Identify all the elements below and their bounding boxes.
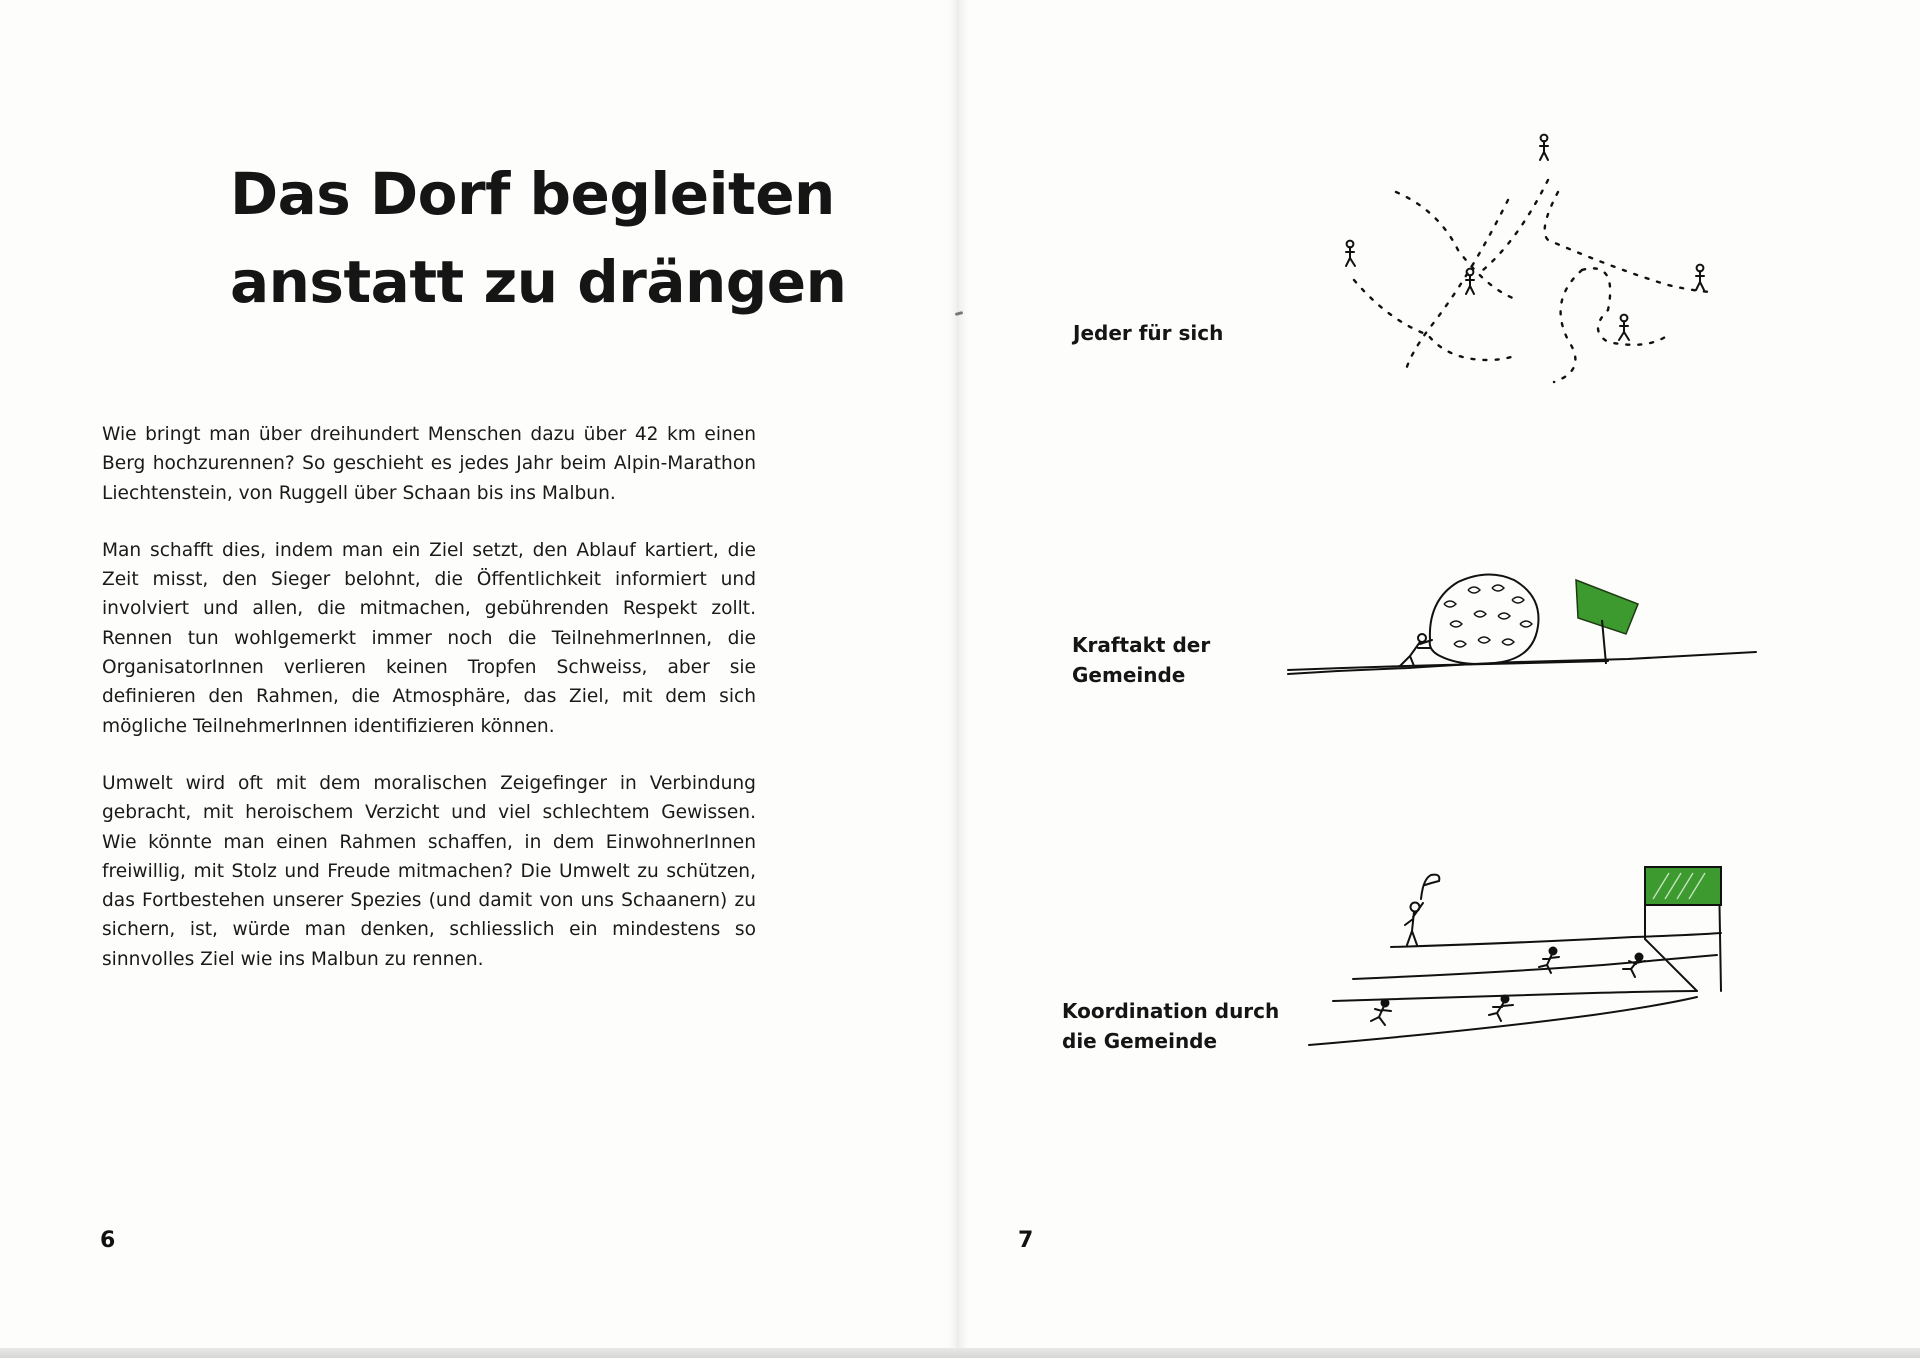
label-kraftakt-line-2: Gemeinde (1072, 663, 1186, 687)
paragraph-1: Wie bringt man über dreihundert Menschen dazu über 42 km einen Berg hochzurennen? So geschieht es jedes Jahr beim Alpin-Marathon Liechtenstein, von Ruggell über Schaan bis ins Malbun. (102, 424, 756, 504)
sketch-boulder-push (1288, 560, 1758, 690)
right-page (958, 0, 1920, 1358)
page-number-right: 7 (1018, 1228, 1034, 1253)
track-line-middle (1353, 955, 1717, 979)
label-koordination (1062, 996, 1279, 1056)
page-number-left: 6 (100, 1228, 116, 1253)
sketch-coordinated-race (1273, 855, 1743, 1055)
track-line-top (1391, 933, 1721, 947)
label-jeder-fuer-sich: Jeder für sich (1073, 321, 1224, 345)
label-kraftakt-line-1: Kraftakt der (1072, 633, 1211, 657)
runner-3 (1371, 1000, 1391, 1026)
left-page (0, 0, 958, 1358)
stick-figure-4 (1696, 265, 1704, 290)
pusher-figure (1400, 634, 1432, 666)
title-line-2: anstatt zu drängen (230, 248, 847, 316)
runner-4 (1489, 996, 1513, 1022)
spectator-figure (1405, 875, 1439, 945)
label-koordination-line-1: Koordination durch (1062, 999, 1280, 1023)
body-text (102, 420, 756, 1002)
paragraph-2: Man schafft dies, indem man ein Ziel setzt, den Ablauf kartiert, die Zeit misst, den Sieger belohnt, die Öffentlichkeit informiert und involviert und allen, die mitmachen, gebührenden Respekt zollt. Rennen tun wohlgemerkt immer noch die TeilnehmerInnen, die OrganisatorInnen verlieren keinen Tropfen Schweiss, aber sie definieren den Rahmen, die Atmosphäre, das Ziel, mit dem sich mögliche TeilnehmerInnen identifizieren können. (102, 539, 756, 737)
runner-2 (1623, 954, 1645, 978)
label-kraftakt (1072, 630, 1210, 690)
green-finish-banner (1645, 867, 1721, 905)
sketch-scattered-paths (1318, 120, 1738, 390)
label-koordination-line-2: die Gemeinde (1062, 1029, 1218, 1053)
stick-figure-1 (1540, 135, 1548, 160)
page-title (230, 150, 870, 326)
stick-figure-3 (1466, 269, 1474, 294)
title-line-1: Das Dorf begleiten (230, 160, 835, 228)
green-flag (1576, 580, 1638, 634)
page-bottom-edge (0, 1348, 1920, 1358)
paragraph-3: Umwelt wird oft mit dem moralischen Zeigefinger in Verbindung gebracht, mit heroischem Verzicht und viel schlechtem Gewissen. Wie könnte man einen Rahmen schaffen, in dem EinwohnerInnen freiwillig, mit Stolz und Freude mitmachen? Die Umwelt zu schützen, das Fortbestehen unserer Spezies (und damit von uns Schaanern) zu sichern, ist, würde man denken, schliesslich ein mindestens so sinnvolles Ziel wie ins Malbun zu rennen. (102, 772, 756, 970)
stick-figure-2 (1346, 241, 1355, 266)
stick-figure-5 (1619, 315, 1629, 340)
